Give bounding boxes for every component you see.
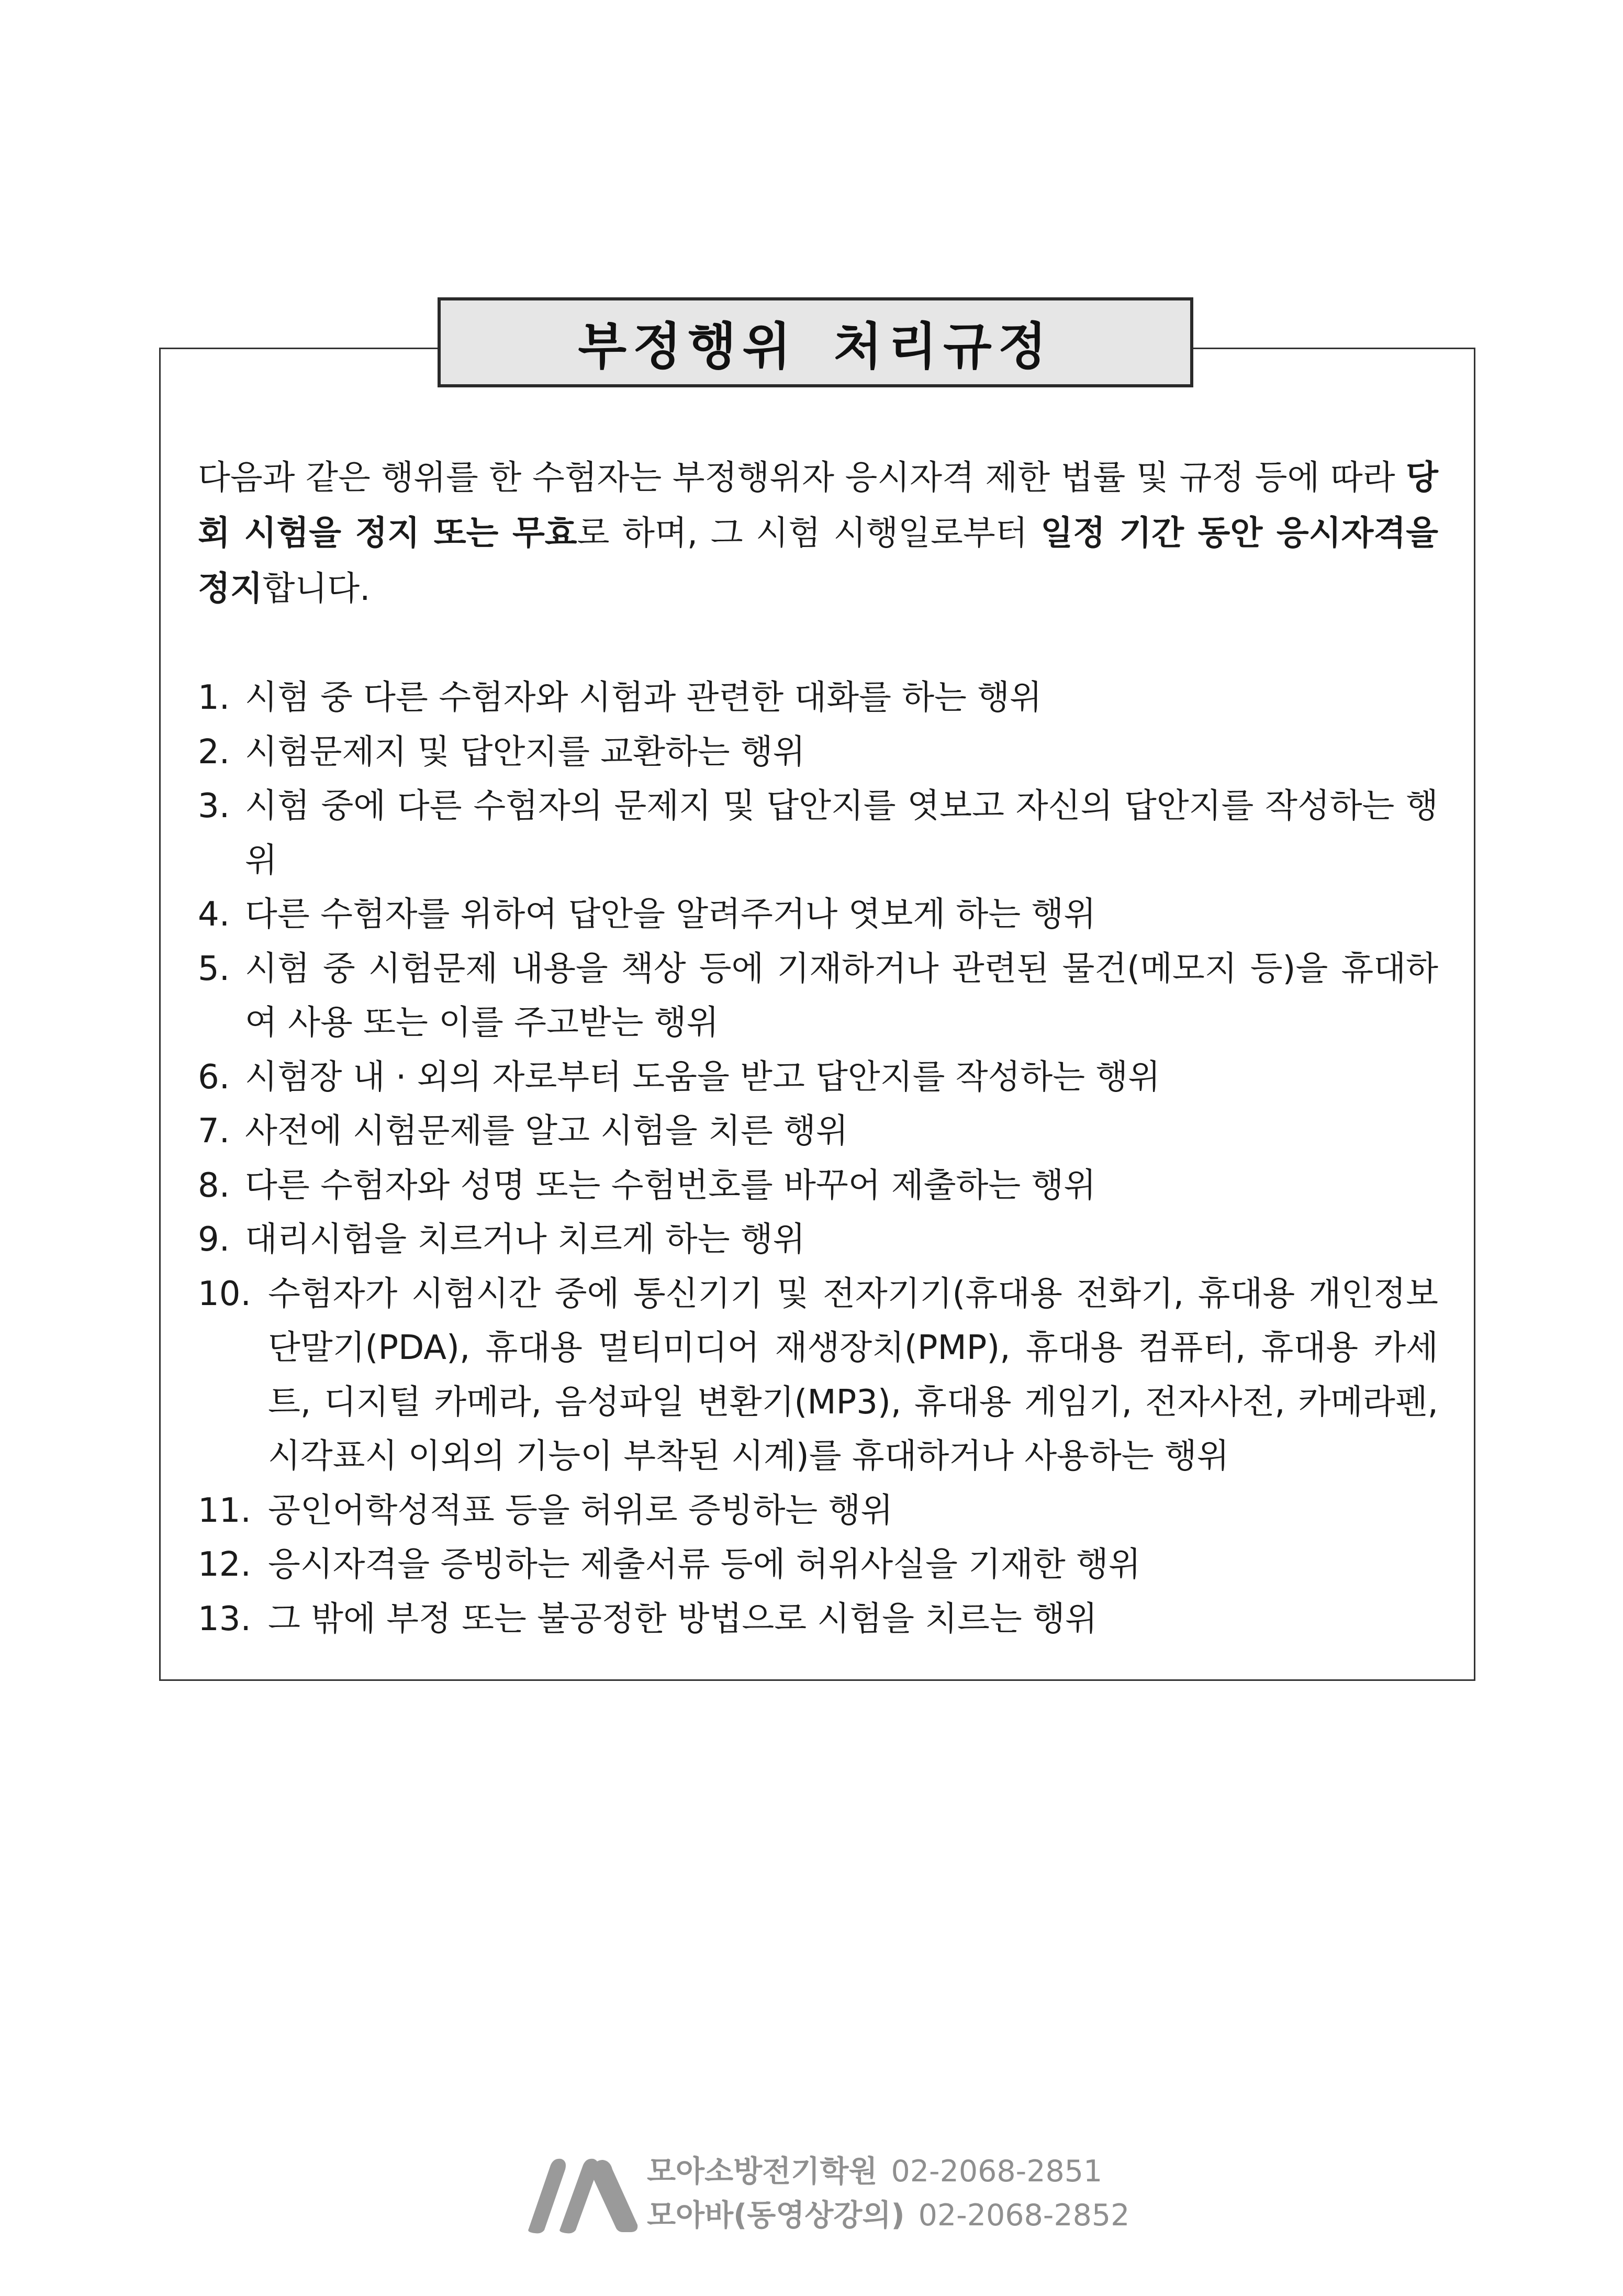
rule-number: 9. [198, 1220, 230, 1259]
intro-text-2: 로 하며, 그 시험 시행일로부터 [577, 514, 1041, 553]
page-title: 부정행위 처리규정 [578, 317, 1053, 376]
rule-item [198, 726, 1438, 780]
rule-text: 대리시험을 치르거나 치르게 하는 행위 [245, 1220, 805, 1259]
rule-item [198, 1213, 1438, 1267]
academy-name: 모아소방전기학원 [647, 2154, 878, 2189]
rule-number: 13. [198, 1599, 251, 1639]
academy-phone: 02-2068-2851 [891, 2154, 1103, 2189]
rule-number: 1. [198, 678, 230, 717]
rule-number: 4. [198, 895, 230, 934]
rule-item [198, 1267, 1438, 1484]
rule-number: 10. [198, 1274, 251, 1313]
intro-text-3: 합니다. [262, 570, 371, 608]
footer-line-online [647, 2193, 1130, 2237]
rule-item [198, 779, 1438, 888]
rule-item [198, 1051, 1438, 1105]
rule-item [198, 1484, 1438, 1539]
rule-item [198, 942, 1438, 1051]
rule-text: 시험문제지 및 답안지를 교환하는 행위 [245, 732, 805, 772]
intro-bold-2: 일정 기간 동안 응시자격을 정지 [198, 514, 1438, 608]
online-lecture-name: 모아바(동영상강의) [647, 2198, 905, 2233]
rule-text: 응시자격을 증빙하는 제출서류 등에 허위사실을 기재한 행위 [268, 1545, 1141, 1584]
rule-text: 그 밖에 부정 또는 불공정한 방법으로 시험을 치르는 행위 [268, 1599, 1098, 1639]
content [198, 450, 1438, 1646]
academy-logo-icon [525, 2156, 641, 2235]
online-lecture-phone: 02-2068-2852 [918, 2198, 1130, 2233]
rule-text: 다른 수험자를 위하여 답안을 알려주거나 엿보게 하는 행위 [245, 895, 1096, 934]
rule-item [198, 1105, 1438, 1159]
rule-text: 공인어학성적표 등을 허위로 증빙하는 행위 [268, 1491, 893, 1530]
rule-number: 8. [198, 1166, 230, 1205]
rule-item [198, 1538, 1438, 1592]
rule-item [198, 1592, 1438, 1647]
rule-text: 수험자가 시험시간 중에 통신기기 및 전자기기(휴대용 전화기, 휴대용 개인정보단말기(PDA), 휴대용 멀티미디어 재생장치(PMP), 휴대용 컴퓨터, 휴대용 카세트, 디지털 카메라, 음성파일 변환기(MP3), 휴대용 게임기, 전자사전, 카메라펜, 시각표시 이외의 기능이 부착된 시계)를 휴대하거나 사용하는 행위 [268, 1274, 1438, 1476]
rule-text: 시험장 내 · 외의 자로부터 도움을 받고 답안지를 작성하는 행위 [245, 1057, 1161, 1097]
title-box [438, 297, 1193, 387]
rule-text: 시험 중 시험문제 내용을 책상 등에 기재하거나 관련된 물건(메모지 등)을 휴대하여 사용 또는 이를 주고받는 행위 [245, 949, 1438, 1042]
rule-text: 다른 수험자와 성명 또는 수험번호를 바꾸어 제출하는 행위 [245, 1166, 1096, 1205]
rule-item [198, 671, 1438, 726]
rule-number: 12. [198, 1545, 251, 1584]
rules-list [198, 671, 1438, 1646]
footer-line-academy [647, 2149, 1118, 2193]
rule-text: 사전에 시험문제를 알고 시험을 치른 행위 [245, 1112, 848, 1151]
rule-item [198, 1159, 1438, 1213]
rule-number: 7. [198, 1112, 230, 1151]
rule-text: 시험 중에 다른 수험자의 문제지 및 답안지를 엿보고 자신의 답안지를 작성하는 행위 [245, 787, 1438, 880]
rule-number: 6. [198, 1057, 230, 1097]
intro-text-1: 다음과 같은 행위를 한 수험자는 부정행위자 응시자격 제한 법률 및 규정 등에 따라 [198, 459, 1406, 497]
intro-paragraph [198, 450, 1438, 617]
rule-text: 시험 중 다른 수험자와 시험과 관련한 대화를 하는 행위 [245, 678, 1042, 717]
rule-number: 11. [198, 1491, 251, 1530]
rule-number: 3. [198, 787, 230, 826]
rule-number: 2. [198, 732, 230, 772]
rule-item [198, 888, 1438, 942]
rule-number: 5. [198, 949, 230, 988]
footer [525, 2149, 1130, 2238]
intro-bold-1: 당회 시험을 정지 또는 무효 [198, 459, 1438, 553]
footer-contact [647, 2149, 1130, 2237]
